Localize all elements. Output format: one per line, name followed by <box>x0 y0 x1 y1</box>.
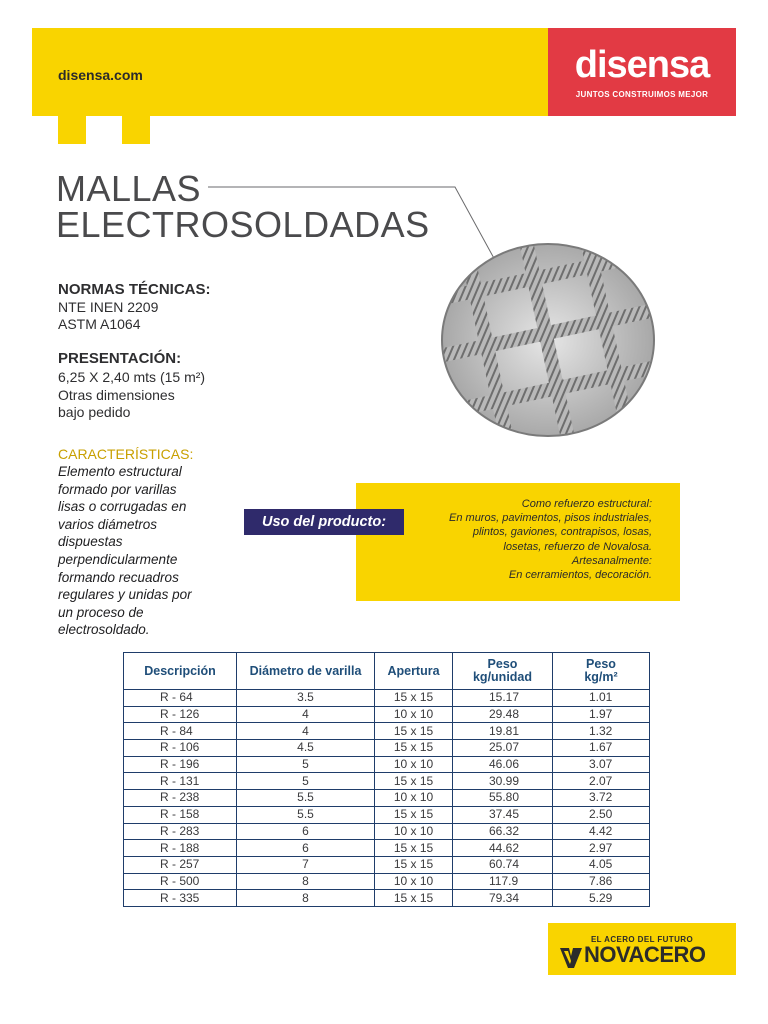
cell-descripcion: R - 500 <box>124 873 237 890</box>
cell-diametro: 3.5 <box>237 690 375 707</box>
cell-diametro: 4 <box>237 723 375 740</box>
cell-peso-unidad: 44.62 <box>453 840 553 857</box>
presentacion-heading: PRESENTACIÓN: <box>58 350 182 367</box>
wire-mesh-photo-icon <box>440 240 656 440</box>
cell-apertura: 10 x 10 <box>375 790 453 807</box>
table-row <box>124 823 650 840</box>
cell-descripcion: R - 196 <box>124 756 237 773</box>
header-descripcion: Descripción <box>124 653 237 690</box>
cell-peso-m2: 1.32 <box>553 723 650 740</box>
cell-peso-m2: 2.50 <box>553 806 650 823</box>
cell-apertura: 15 x 15 <box>375 840 453 857</box>
cell-peso-unidad: 117.9 <box>453 873 553 890</box>
presentacion-line: bajo pedido <box>58 404 131 420</box>
table-row <box>124 706 650 723</box>
uso-line: En muros, pavimentos, pisos industriales, <box>449 512 652 525</box>
table-row <box>124 890 650 907</box>
uso-line: Artesanalmente: <box>571 554 652 567</box>
uso-line: losetas, refuerzo de Novalosa. <box>503 540 652 553</box>
header-peso-m2 <box>553 653 650 690</box>
normas-heading: NORMAS TÉCNICAS: <box>58 281 211 298</box>
cell-peso-m2: 1.97 <box>553 706 650 723</box>
decor-tab-right <box>122 116 150 144</box>
cell-descripcion: R - 188 <box>124 840 237 857</box>
uso-line: Como refuerzo estructural: <box>521 498 652 510</box>
cell-diametro: 6 <box>237 823 375 840</box>
caracteristicas-line: varios diámetros <box>58 516 158 532</box>
cell-peso-unidad: 19.81 <box>453 723 553 740</box>
cell-apertura: 15 x 15 <box>375 690 453 707</box>
uso-line: En cerramientos, decoración. <box>508 569 652 582</box>
cell-peso-unidad: 66.32 <box>453 823 553 840</box>
cell-descripcion: R - 106 <box>124 740 237 757</box>
cell-peso-m2: 3.07 <box>553 756 650 773</box>
table-row <box>124 856 650 873</box>
disensa-logo[interactable] <box>548 28 736 116</box>
novacero-brand: NOVACERO <box>584 942 706 967</box>
caracteristicas-line: electrosoldado. <box>58 622 150 638</box>
table-row <box>124 806 650 823</box>
cell-peso-m2: 2.97 <box>553 840 650 857</box>
cell-peso-m2: 1.01 <box>553 690 650 707</box>
disensa-logo-tagline: JUNTOS CONSTRUIMOS MEJOR <box>575 90 709 99</box>
cell-peso-m2: 4.05 <box>553 856 650 873</box>
cell-apertura: 10 x 10 <box>375 706 453 723</box>
uso-panel <box>356 483 680 601</box>
caracteristicas-line: un proceso de <box>58 604 144 620</box>
header-apertura: Apertura <box>375 653 453 690</box>
cell-descripcion: R - 126 <box>124 706 237 723</box>
table-row <box>124 773 650 790</box>
decor-tab-left <box>58 116 86 144</box>
caracteristicas-text <box>58 463 218 639</box>
cell-diametro: 4.5 <box>237 740 375 757</box>
header-peso-unidad <box>453 653 553 690</box>
novacero-logo[interactable] <box>548 923 736 975</box>
page-title-line-1: MALLAS <box>56 168 202 209</box>
cell-descripcion: R - 238 <box>124 790 237 807</box>
table-row <box>124 740 650 757</box>
cell-peso-unidad: 15.17 <box>453 690 553 707</box>
presentacion-line: Otras dimensiones <box>58 387 175 403</box>
cell-descripcion: R - 335 <box>124 890 237 907</box>
cell-peso-m2: 2.07 <box>553 773 650 790</box>
cell-peso-m2: 3.72 <box>553 790 650 807</box>
cell-descripcion: R - 64 <box>124 690 237 707</box>
table-row <box>124 690 650 707</box>
table-row <box>124 756 650 773</box>
cell-diametro: 5 <box>237 756 375 773</box>
cell-peso-unidad: 30.99 <box>453 773 553 790</box>
cell-apertura: 10 x 10 <box>375 823 453 840</box>
caracteristicas-line: regulares y unidas por <box>58 587 192 603</box>
caracteristicas-line: formando recuadros <box>58 569 179 585</box>
cell-apertura: 15 x 15 <box>375 806 453 823</box>
cell-diametro: 5.5 <box>237 806 375 823</box>
uso-line: plintos, gaviones, contrapisos, losas, <box>472 526 652 539</box>
caracteristicas-heading: CARACTERÍSTICAS: <box>58 446 194 462</box>
cell-descripcion: R - 84 <box>124 723 237 740</box>
cell-apertura: 10 x 10 <box>375 873 453 890</box>
novacero-tagline: EL ACERO DEL FUTURO <box>590 935 694 944</box>
header-peso-unidad-text: Peso kg/unidad <box>472 657 533 684</box>
cell-apertura: 15 x 15 <box>375 740 453 757</box>
cell-diametro: 5.5 <box>237 790 375 807</box>
cell-descripcion: R - 257 <box>124 856 237 873</box>
cell-apertura: 15 x 15 <box>375 856 453 873</box>
table-row <box>124 790 650 807</box>
caracteristicas-line: formado por varillas <box>58 481 177 497</box>
disensa-logo-text: disensa <box>574 44 710 86</box>
table-row <box>124 873 650 890</box>
uso-label: Uso del producto: <box>244 509 404 535</box>
cell-descripcion: R - 131 <box>124 773 237 790</box>
cell-peso-unidad: 55.80 <box>453 790 553 807</box>
table-row <box>124 840 650 857</box>
cell-descripcion: R - 283 <box>124 823 237 840</box>
normas-line: ASTM A1064 <box>58 316 141 332</box>
header-diametro: Diámetro de varilla <box>237 653 375 690</box>
novacero-v-icon <box>560 948 582 968</box>
normas-line: NTE INEN 2209 <box>58 299 159 315</box>
spec-table <box>123 652 650 907</box>
table-header-row <box>124 653 650 690</box>
cell-peso-unidad: 60.74 <box>453 856 553 873</box>
cell-diametro: 8 <box>237 873 375 890</box>
cell-diametro: 7 <box>237 856 375 873</box>
cell-diametro: 4 <box>237 706 375 723</box>
presentacion-line: 6,25 X 2,40 mts (15 m²) <box>58 369 206 385</box>
caracteristicas-line: lisas o corrugadas en <box>58 499 187 515</box>
cell-peso-unidad: 79.34 <box>453 890 553 907</box>
spec-table-body <box>124 690 650 907</box>
cell-peso-unidad: 37.45 <box>453 806 553 823</box>
cell-diametro: 6 <box>237 840 375 857</box>
cell-apertura: 15 x 15 <box>375 773 453 790</box>
cell-peso-m2: 5.29 <box>553 890 650 907</box>
cell-peso-unidad: 25.07 <box>453 740 553 757</box>
cell-diametro: 5 <box>237 773 375 790</box>
cell-peso-m2: 7.86 <box>553 873 650 890</box>
cell-peso-unidad: 46.06 <box>453 756 553 773</box>
site-url-link[interactable]: disensa.com <box>58 67 143 83</box>
table-row <box>124 723 650 740</box>
header-peso-m2-text: Peso kg/m² <box>584 657 618 684</box>
caracteristicas-line: Elemento estructural <box>58 464 182 479</box>
cell-peso-m2: 4.42 <box>553 823 650 840</box>
cell-apertura: 10 x 10 <box>375 756 453 773</box>
cell-peso-m2: 1.67 <box>553 740 650 757</box>
cell-apertura: 15 x 15 <box>375 723 453 740</box>
cell-apertura: 15 x 15 <box>375 890 453 907</box>
cell-descripcion: R - 158 <box>124 806 237 823</box>
page-title-line-2: ELECTROSOLDADAS <box>56 204 430 245</box>
caracteristicas-line: dispuestas <box>58 534 123 550</box>
cell-peso-unidad: 29.48 <box>453 706 553 723</box>
cell-diametro: 8 <box>237 890 375 907</box>
caracteristicas-line: perpendicularmente <box>58 551 178 567</box>
